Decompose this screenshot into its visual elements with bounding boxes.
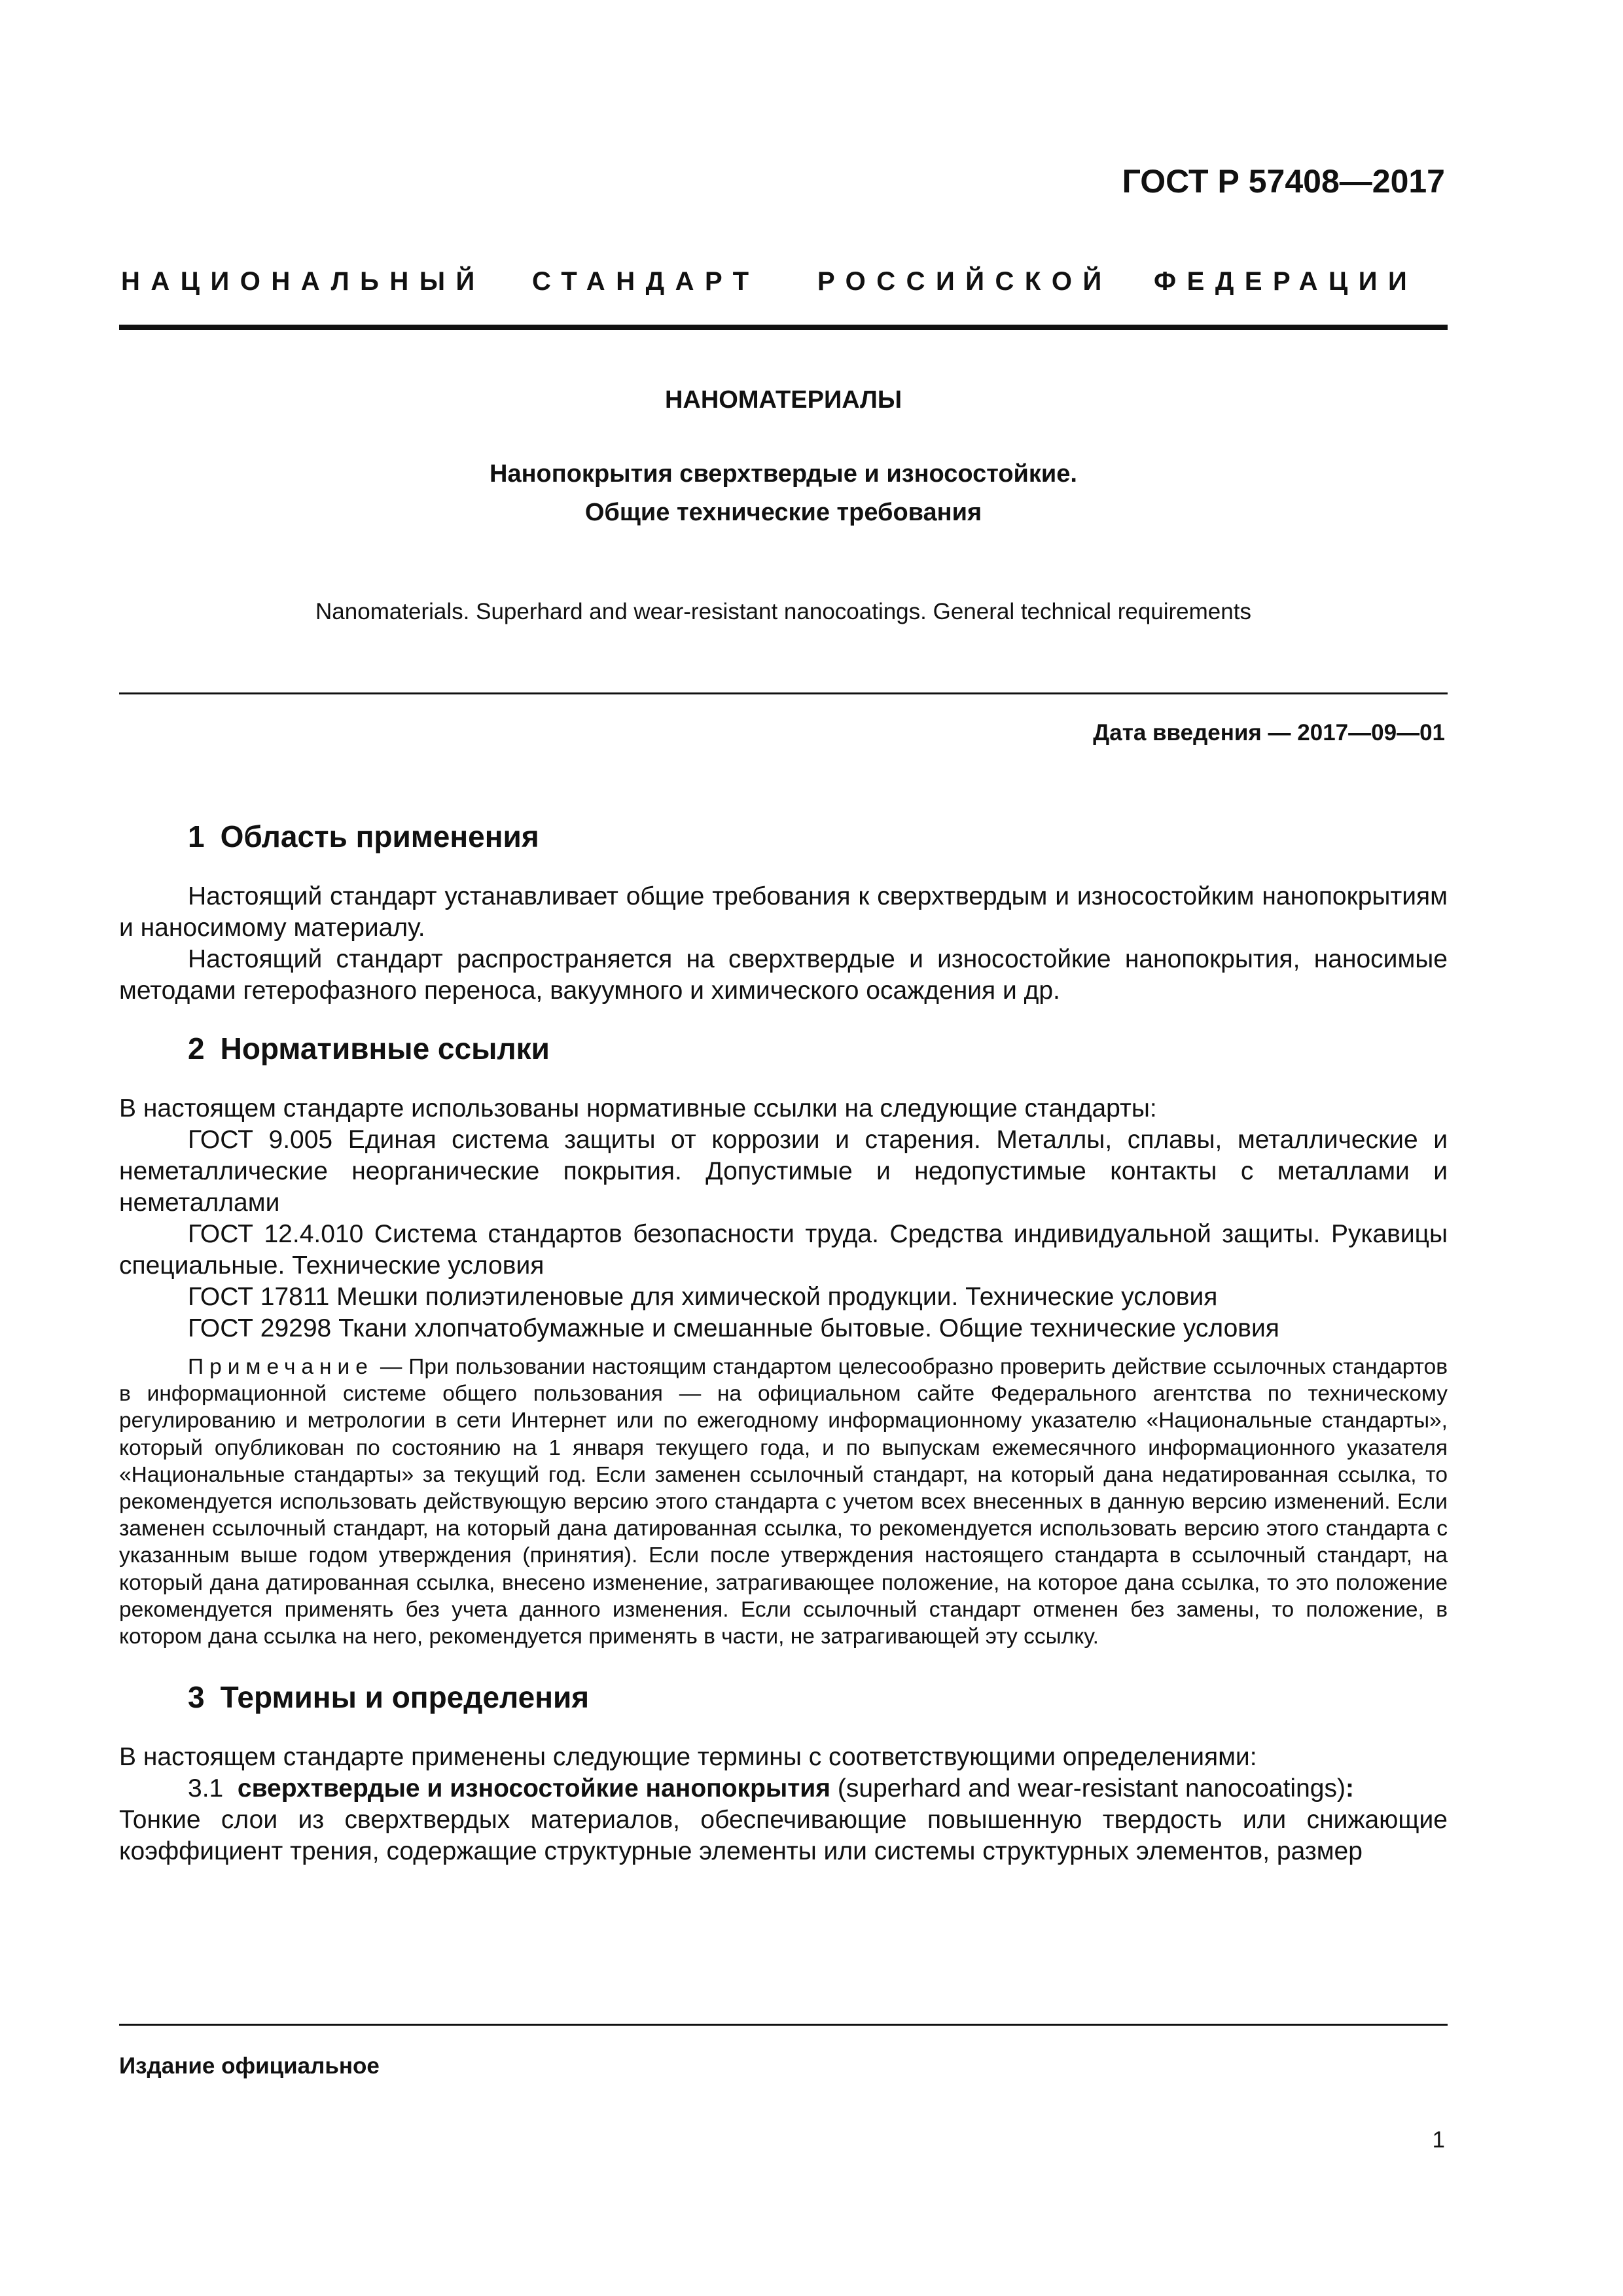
references-note bbox=[119, 1354, 1448, 1650]
banner-word-russian: РОССИЙСКОЙ bbox=[817, 267, 1113, 296]
note-label: Примечание bbox=[188, 1355, 374, 1379]
reference-item: ГОСТ 29298 Ткани хлопчатобумажные и смешанные бытовые. Общие технические условия bbox=[188, 1314, 1279, 1342]
scope-paragraph-1: Настоящий стандарт устанавливает общие требования к сверхтвердым и износостойким нанопокрытиям и наносимому материалу. bbox=[119, 882, 1448, 942]
section-heading-terms bbox=[188, 1681, 1448, 1713]
introduction-date: Дата введения — 2017—09—01 bbox=[1093, 720, 1445, 745]
document-body bbox=[119, 821, 1448, 1867]
national-standard-banner bbox=[121, 267, 1445, 300]
title-rule bbox=[119, 692, 1448, 694]
page-number: 1 bbox=[1432, 2127, 1445, 2153]
banner-word-standard: СТАНДАРТ bbox=[532, 267, 760, 296]
section-number: 1 bbox=[188, 819, 205, 853]
term-entry bbox=[119, 1773, 1448, 1804]
reference-item: ГОСТ 9.005 Единая система защиты от коррозии и старения. Металлы, сплавы, металлические и неметаллические неорганические покрытия. Допустимые и недопустимые контакты с металлами и неметаллами bbox=[119, 1126, 1448, 1217]
section-title: Нормативные ссылки bbox=[220, 1031, 550, 1066]
document-title-en: Nanomaterials. Superhard and wear-resistant nanocoatings. General technical requirements bbox=[315, 599, 1251, 624]
section-heading-scope bbox=[188, 821, 1448, 852]
official-edition-label: Издание официальное bbox=[119, 2053, 380, 2079]
terms-intro: В настоящем стандарте применены следующие термины с соответствующими определениями: bbox=[119, 1743, 1257, 1772]
section-number: 3 bbox=[188, 1680, 205, 1715]
document-subject: НАНОМАТЕРИАЛЫ bbox=[664, 386, 902, 414]
section-title: Область применения bbox=[220, 819, 539, 853]
banner-word-national: НАЦИОНАЛЬНЫЙ bbox=[121, 267, 486, 296]
reference-item: ГОСТ 12.4.010 Система стандартов безопасности труда. Средства индивидуальной защиты. Рукавицы специальные. Технические условия bbox=[119, 1220, 1448, 1280]
header-rule bbox=[119, 325, 1448, 330]
scope-paragraph-2: Настоящий стандарт распространяется на сверхтвердые и износостойкие нанопокрытия, наносимые методами гетерофазного переноса, вакуумного и химического осаждения и др. bbox=[119, 945, 1448, 1005]
title-ru-line-1: Нанопокрытия сверхтвердые и износостойкие. bbox=[490, 460, 1077, 488]
term-en: (superhard and wear-resistant nanocoatings) bbox=[830, 1774, 1346, 1803]
footer-rule bbox=[119, 2024, 1448, 2026]
section-heading-references bbox=[188, 1033, 1448, 1064]
document-title-ru bbox=[119, 455, 1448, 532]
term-definition: Тонкие слои из сверхтвердых материалов, обеспечивающие повышенную твердость или снижающие коэффициент трения, содержащие структурные элементы или системы структурных элементов, размер bbox=[119, 1806, 1448, 1866]
reference-item: ГОСТ 17811 Мешки полиэтиленовые для химической продукции. Технические условия bbox=[188, 1283, 1218, 1311]
standard-designation: ГОСТ Р 57408—2017 bbox=[1122, 163, 1445, 200]
references-intro: В настоящем стандарте использованы нормативные ссылки на следующие стандарты: bbox=[119, 1094, 1157, 1122]
title-ru-line-2: Общие технические требования bbox=[584, 499, 982, 526]
banner-word-federation: ФЕДЕРАЦИИ bbox=[1154, 267, 1418, 296]
section-number: 2 bbox=[188, 1031, 205, 1066]
term-number: 3.1 bbox=[188, 1774, 224, 1803]
note-text: — При пользовании настоящим стандартом целесообразно проверить действие ссылочных стандартов в информационной системе общего пользования — на официальном сайте Федерального агентства по техническому регулированию и метрологии в сети Интернет или по ежегодному информационному указателю «Национальные стандарты», который опубликован по состоянию на 1 января текущего года, и по выпускам ежемесячного информационного указателя «Национальные стандарты» за текущий год. Если заменен ссылочный стандарт, на который дана недатированная ссылка, то рекомендуется использовать действующую версию этого стандарта с учетом всех внесенных в данную версию изменений. Если заменен ссылочный стандарт, на который дана датированная ссылка, то рекомендуется использовать версию этого стандарта с указанным выше годом утверждения (принятия). Если после утверждения настоящего стандарта в ссылочный стандарт, на который дана датированная ссылка, внесено изменение, затрагивающее положение, на которое дана ссылка, то это положение рекомендуется применять без учета данного изменения. Если ссылочный стандарт отменен без замены, то положение, в котором дана ссылка на него, рекомендуется применять в части, не затрагивающей эту ссылку. bbox=[119, 1355, 1448, 1649]
term-colon: : bbox=[1345, 1774, 1354, 1803]
section-title: Термины и определения bbox=[220, 1680, 590, 1715]
term-ru: сверхтвердые и износостойкие нанопокрытия bbox=[237, 1774, 831, 1803]
